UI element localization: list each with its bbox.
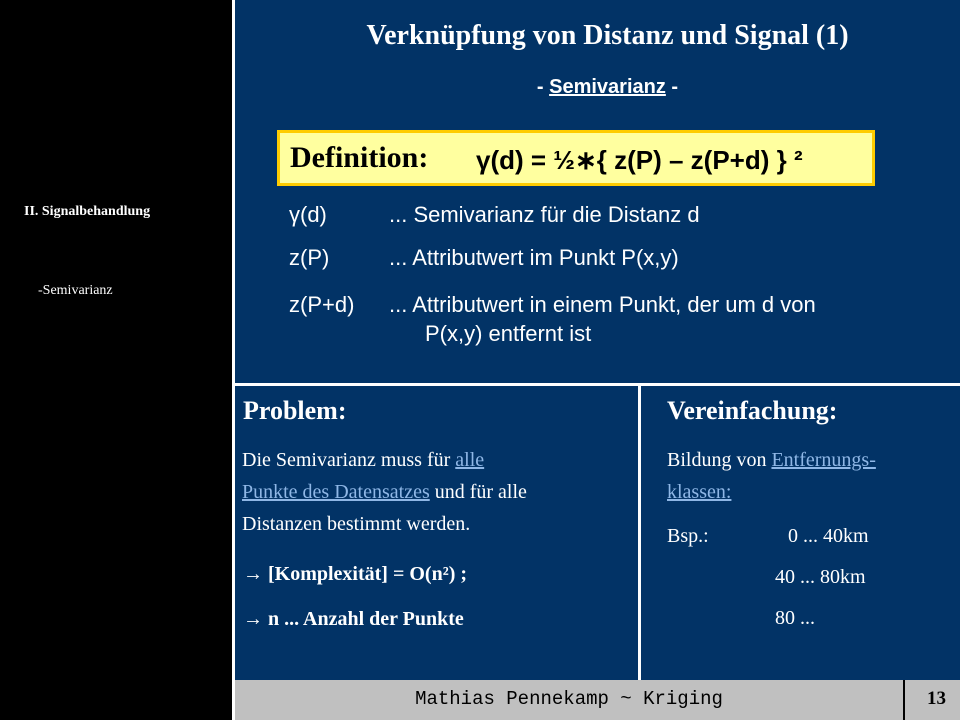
simplify-text-1: Bildung von <box>667 449 772 471</box>
problem-bullet-2 <box>243 608 464 631</box>
subtitle-main: Semivarianz <box>549 76 666 98</box>
footer-text: Mathias Pennekamp ~ Kriging <box>415 688 723 710</box>
problem-link-punkte[interactable]: Punkte des Datensatzes <box>242 481 430 503</box>
problem-bullet-1 <box>243 563 467 586</box>
distance-class: 0 ... 40km <box>788 525 869 547</box>
definition-formula: γ(d) = ½∗{ z(P) – z(P+d) } ² <box>476 145 803 175</box>
term-symbol: γ(d) <box>289 202 327 227</box>
simplify-heading: Vereinfachung: <box>667 396 838 425</box>
problem-link-alle[interactable]: alle <box>455 449 485 471</box>
problem-text-2: und für alle <box>429 481 527 503</box>
sidebar-subsection[interactable]: -Semivarianz <box>38 283 113 298</box>
horizontal-divider <box>235 383 960 386</box>
term-description: ... Attributwert in einem Punkt, der um d von <box>389 292 816 317</box>
term-symbol: z(P+d) <box>289 292 355 317</box>
simplify-line-2 <box>667 476 957 508</box>
problem-line-2 <box>242 476 637 508</box>
distance-class: 40 ... 80km <box>775 566 866 588</box>
distance-class: 80 ... <box>775 607 815 629</box>
term-symbol: z(P) <box>289 245 330 270</box>
slide-subtitle <box>235 76 960 99</box>
simplify-link-1[interactable]: Entfernungs- <box>771 449 876 471</box>
slide-main <box>235 0 960 680</box>
footer <box>235 680 960 720</box>
sidebar <box>0 0 232 720</box>
points-count-text: n ... Anzahl der Punkte <box>268 608 464 630</box>
footer-separator <box>903 680 905 720</box>
example-label: Bsp.: <box>667 525 709 547</box>
subtitle-prefix: - <box>536 76 550 98</box>
complexity-text: [Komplexität] = O(n²) ; <box>268 563 468 585</box>
simplify-link-2[interactable]: klassen: <box>667 481 732 503</box>
definition-label: Definition: <box>290 141 429 174</box>
arrow-icon: → <box>243 563 263 585</box>
term-description: ... Semivarianz für die Distanz d <box>389 202 700 227</box>
simplify-text <box>667 444 957 508</box>
slide-title: Verknüpfung von Distanz und Signal (1) <box>366 20 849 51</box>
simplify-line-1 <box>667 444 957 476</box>
problem-text-1: Die Semivarianz muss für <box>242 449 456 471</box>
problem-text <box>242 444 637 540</box>
arrow-icon: → <box>243 608 263 630</box>
page-number: 13 <box>927 688 946 709</box>
problem-line-3: Distanzen bestimmt werden. <box>242 513 471 535</box>
subtitle-suffix: - <box>665 76 679 98</box>
problem-line-1 <box>242 444 637 476</box>
vertical-divider <box>638 386 641 680</box>
sidebar-section-title[interactable]: II. Signalbehandlung <box>24 204 151 219</box>
term-continuation: P(x,y) entfernt ist <box>425 321 592 346</box>
problem-heading: Problem: <box>243 396 347 425</box>
definition-box <box>277 130 875 186</box>
term-description: ... Attributwert im Punkt P(x,y) <box>389 245 679 270</box>
